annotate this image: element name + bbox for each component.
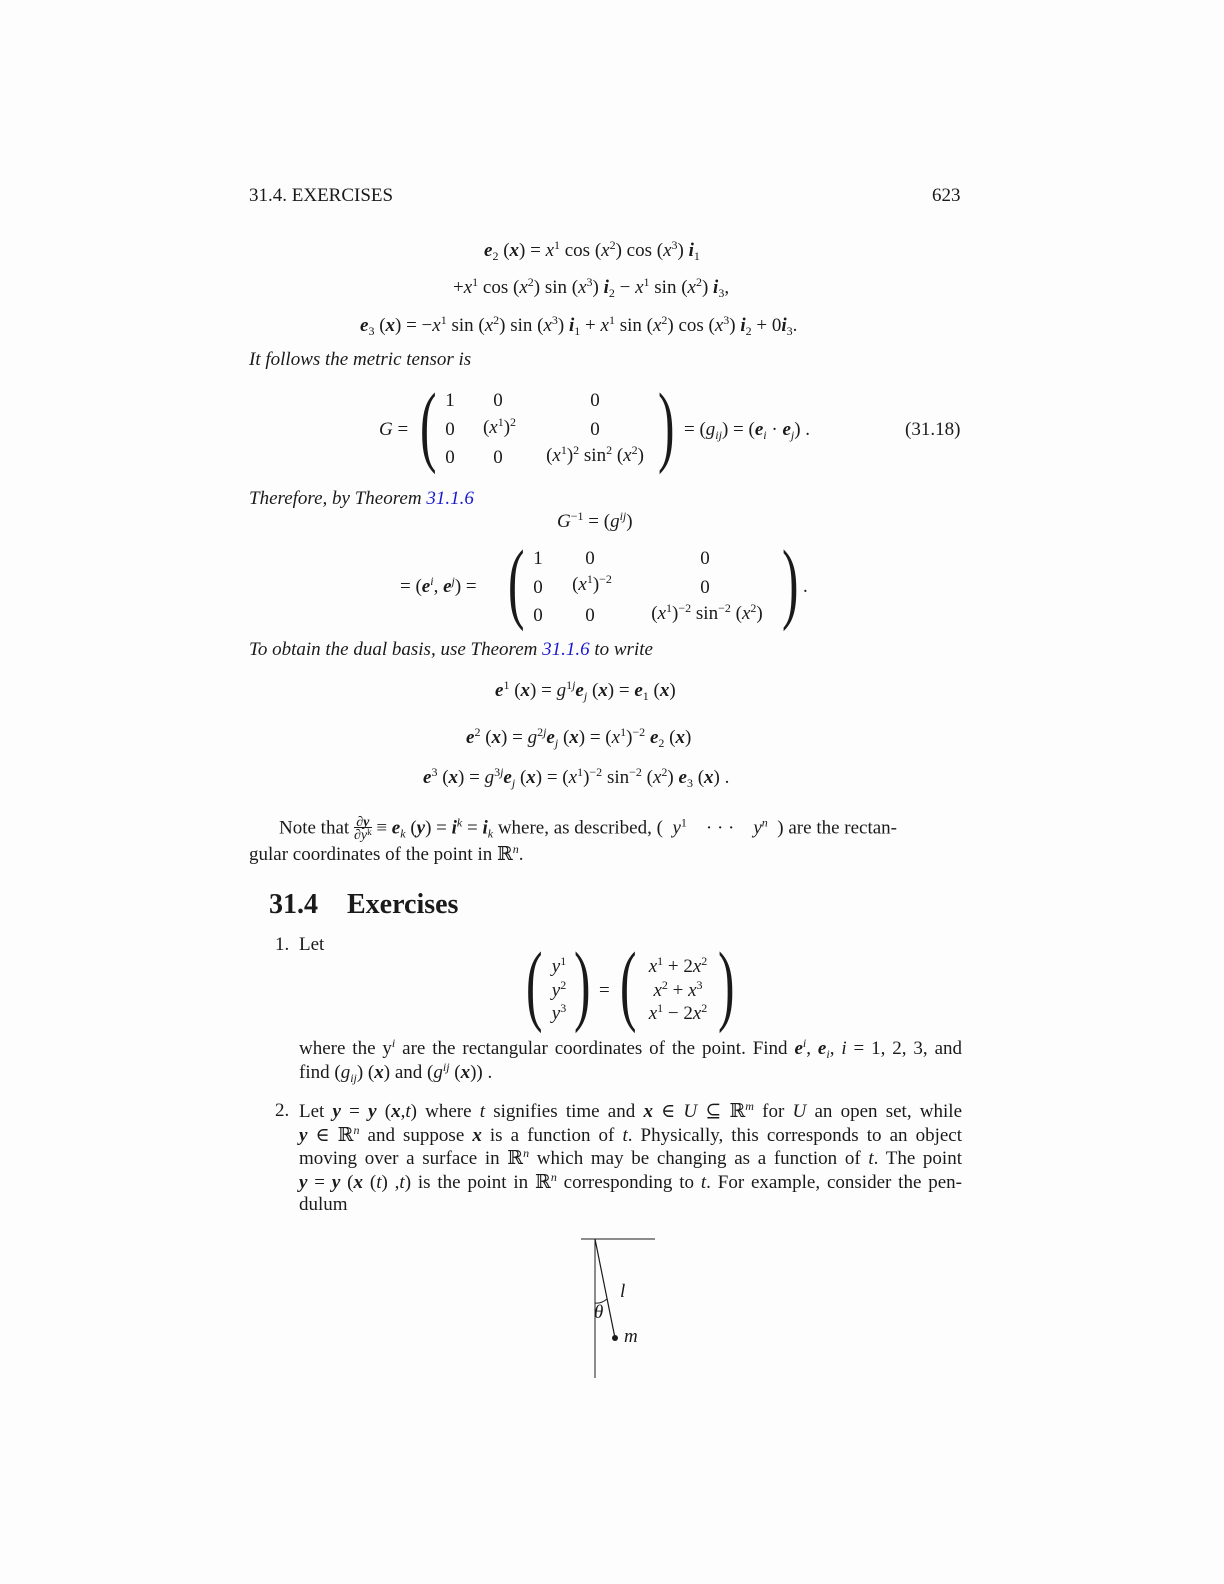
equation-dual-e2: $e^2$ $(x) = g^{2j}e_j$ $(x) = (x^1)^{-2}$ $e_2$ (x) bbox=[466, 725, 692, 750]
obtain-text: To obtain the dual basis, use Theorem bbox=[249, 639, 543, 660]
obtain-text-end: to write bbox=[589, 639, 653, 660]
text-follows-metric: It follows the metric tensor is bbox=[249, 349, 472, 370]
exercise-1-text-line2: find $(g_{ij})$ (x) and ($g^{ij}$ (x)) . bbox=[299, 1060, 493, 1085]
mass-label: m bbox=[624, 1326, 638, 1347]
length-label: l bbox=[620, 1281, 626, 1302]
text-note: Note that $\frac{\partial y}{\partial y^k} \equiv e_k$ $(y) = i^k = i_k$ where, as described, ( $y^1$ · · · $y^n$ ) are the rectan- bbox=[279, 815, 898, 843]
angle-label: θ bbox=[594, 1302, 604, 1323]
equation-dual-e3: $e^3$ $(x) = g^{3j}e_j$ $(x) = (x^1)^{-2}$ $\sin^{-2} (x^2)$ $e_3$ (x) . bbox=[423, 765, 730, 790]
exercise-1-let: Let bbox=[299, 934, 325, 955]
ex1-text-start: where the y bbox=[299, 1038, 392, 1059]
exercise-2-line3: moving over a surface in ℝ$^n$ which may be changing as a function of t. The point bbox=[299, 1146, 962, 1169]
text-obtain-dual bbox=[249, 639, 653, 661]
page-number: 623 bbox=[932, 185, 961, 206]
note-line2-text: gular coordinates of the point in ℝ bbox=[249, 844, 513, 865]
exercise-2-line4: y = y (x (t) ,t) is the point in ℝ$^n$ corresponding to t. For example, consider the pen- bbox=[299, 1170, 963, 1193]
exercise-2-line1: Let y = y (x,t) where t signifies time and x ∈ U ⊆ ℝ$^m$ for U an open set, while bbox=[299, 1099, 962, 1122]
exercise-2-label: 2. bbox=[275, 1100, 290, 1121]
section-number: 31.4 bbox=[269, 889, 318, 920]
exercise-1-label: 1. bbox=[275, 934, 290, 955]
pendulum-figure bbox=[570, 1230, 670, 1385]
equation-ginv: $G^{-1} = (g^{ij})$ bbox=[557, 509, 633, 532]
equation-dual-e1: $e^1$ $(x) = g^{1j}e_j$ $(x) = e_1$ (x) bbox=[495, 678, 676, 703]
text-therefore bbox=[249, 488, 474, 510]
theorem-link-2[interactable]: 31.1.6 bbox=[542, 639, 590, 660]
therefore-text: Therefore, by Theorem bbox=[249, 488, 427, 509]
equation-e2-line1: $e_2$ $(x) = x^1$ $\cos (x^2)$ $\cos (x^3)$ $i_1$ bbox=[484, 238, 700, 263]
theorem-link[interactable]: 31.1.6 bbox=[426, 488, 474, 509]
section-title: Exercises bbox=[347, 889, 459, 920]
running-header: 31.4. EXERCISES bbox=[249, 185, 394, 206]
exercise-2-line2: y ∈ ℝ$^n$ and suppose x is a function of t. Physically, this corresponds to an object bbox=[299, 1123, 962, 1146]
equation-e3: $e_3$ $(x) = -x^1$ $\sin (x^2)$ $\sin (x^3) i_1 + x^1$ $\sin (x^2)$ $\cos (x^3) i_2 + 0i_3$. bbox=[360, 313, 798, 338]
equation-number: (31.18) bbox=[905, 419, 961, 440]
exercise-1-text-line1: where the $y^i$ are the rectangular coordinates of the point. Find $e^i$, $e_i$, i = 1, 2, 3, and bbox=[299, 1036, 963, 1061]
text-note-line2: gular coordinates of the point in ℝ$^n$. bbox=[249, 842, 524, 865]
equation-e2-line2: $+x^1$ $\cos (x^2)$ $\sin (x^3) i_2 - x^1$ $\sin (x^2)$ $i_3$, bbox=[453, 275, 730, 300]
pendulum-mass bbox=[612, 1335, 618, 1341]
exercise-2-line5: dulum bbox=[299, 1194, 348, 1215]
ex1-find: find bbox=[299, 1062, 330, 1083]
